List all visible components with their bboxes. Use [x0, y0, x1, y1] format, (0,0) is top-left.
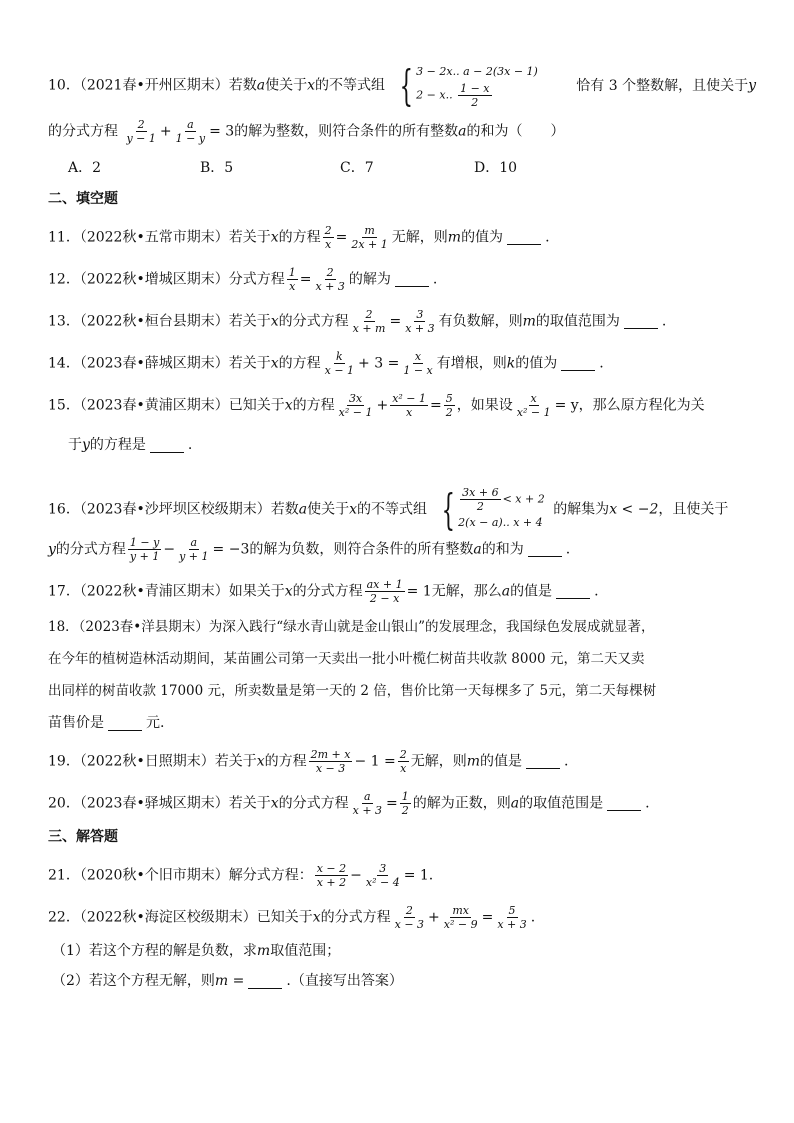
fraction-num: 1 − y — [129, 536, 160, 549]
operator: + — [428, 909, 440, 926]
fraction-den: x − 1 — [324, 364, 355, 377]
fraction — [364, 862, 402, 889]
inequality-1 — [458, 486, 545, 513]
question-source: （2022秋•桓台县期末） — [79, 313, 229, 330]
fraction — [495, 904, 528, 931]
fraction — [351, 790, 384, 817]
question-16-line2 — [48, 536, 754, 563]
choice-a[interactable]: A．2 — [68, 160, 102, 176]
fraction — [349, 224, 389, 251]
question-number: 21． — [48, 867, 80, 884]
equation-rhs: = 1 — [403, 867, 429, 884]
question-source: （2023春•薛城区期末） — [79, 355, 229, 372]
fraction-num: mx — [452, 904, 470, 917]
var-m: m = — [214, 973, 245, 989]
equation-rhs: = 3 — [209, 123, 235, 140]
question-source: （2022秋•海淀区校级期末） — [79, 909, 257, 926]
fraction — [337, 392, 375, 419]
answer-blank[interactable] — [150, 438, 184, 453]
question-12 — [48, 266, 754, 293]
fraction-den: x − 3 — [394, 918, 425, 931]
fraction-num: 5 — [445, 392, 453, 405]
question-source: （2022秋•日照期末） — [79, 753, 215, 770]
fraction-num: a — [187, 118, 194, 131]
choice-b[interactable]: B．5 — [200, 160, 234, 176]
left-brace: { — [442, 484, 456, 534]
question-text: 的分式方程 — [320, 909, 391, 926]
question-19 — [48, 748, 754, 775]
fraction-den: x² − 4 — [365, 876, 400, 889]
fraction — [128, 536, 161, 563]
question-number: 15． — [48, 397, 80, 414]
question-text: 的分式方程 — [48, 123, 118, 140]
fraction-num: a — [190, 536, 198, 549]
operator: + 3 = — [358, 355, 400, 372]
question-text: 有增根，则 — [436, 355, 507, 372]
fraction-num: 2m + x — [310, 748, 351, 761]
question-text: 的方程是 — [89, 437, 146, 453]
fraction — [458, 82, 491, 109]
question-text: 于 — [68, 437, 82, 453]
operator: = — [386, 795, 398, 812]
question-text: 苗售价是 — [48, 715, 104, 731]
question-text: 的分式方程 — [55, 541, 126, 558]
operator: = — [430, 397, 442, 414]
question-text: 的和为 — [481, 541, 524, 558]
answer-blank[interactable] — [624, 314, 658, 329]
question-text: 使关于 — [307, 501, 350, 518]
question-text: 解分式方程： — [228, 867, 313, 884]
operator: = — [299, 271, 312, 288]
var-m: m — [466, 753, 481, 770]
fraction-num: 2 — [324, 224, 332, 237]
question-text: 的值为 — [461, 229, 504, 246]
question-source: （2020秋•个旧市期末） — [79, 867, 229, 884]
fraction-num: 3 — [379, 862, 387, 875]
fraction — [351, 308, 388, 335]
fraction-den: x² − 1 — [338, 406, 373, 419]
fraction — [390, 392, 428, 419]
question-text: 已知关于 — [256, 909, 313, 926]
fraction — [400, 790, 411, 817]
question-text: 有负数解，则 — [438, 313, 523, 330]
question-text: 的方程 — [292, 397, 335, 414]
question-15-line1 — [48, 392, 754, 419]
question-14 — [48, 350, 754, 377]
fraction-num: m — [364, 224, 375, 237]
question-text: 无解，则 — [391, 229, 448, 246]
inequality-system — [393, 62, 537, 109]
operator: = — [335, 229, 348, 246]
fraction-num: 2 — [365, 308, 373, 321]
var-x: x — [270, 795, 279, 812]
question-text: 无解，那么 — [431, 583, 502, 600]
fraction — [444, 392, 455, 419]
question-text: ，且使关于 — [658, 501, 729, 518]
question-text: 元. — [146, 715, 165, 731]
question-number: 22． — [48, 909, 80, 926]
fraction-num: 3 — [416, 308, 424, 321]
fraction-den: y − 1 — [126, 132, 156, 145]
fraction — [442, 904, 480, 931]
question-18-line2: 在今年的植树造林活动期间，某苗圃公司第一天卖出一批小叶榄仁树苗共收款 8000 元，第二天又卖 — [48, 651, 645, 667]
question-15-line2 — [68, 434, 754, 456]
inequality-system — [435, 486, 544, 533]
choice-c[interactable]: C．7 — [340, 160, 374, 176]
fraction-num: 3x + 6 — [462, 486, 499, 499]
section-solve: 三、解答题 — [48, 829, 118, 845]
fraction-num: a — [364, 790, 371, 803]
question-source: （2023春•驿城区期末） — [79, 795, 229, 812]
fraction — [309, 748, 353, 775]
fraction — [398, 748, 409, 775]
period: . — [428, 867, 434, 884]
question-text: 若关于 — [228, 313, 271, 330]
question-22 — [48, 904, 754, 931]
question-text: ，如果设 — [456, 397, 513, 414]
fraction — [287, 266, 298, 293]
question-number: 10． — [48, 77, 80, 94]
question-text: 若关于 — [214, 753, 257, 770]
question-text: 若关于 — [228, 355, 271, 372]
fraction-den: 1 − y — [175, 132, 206, 145]
answer-choices — [68, 157, 668, 179]
question-text: 若数 — [228, 77, 257, 94]
question-text: 的解为整数，则符合条件的所有整数 — [234, 123, 459, 140]
question-number: 11． — [48, 229, 80, 246]
question-text: 若关于 — [228, 229, 271, 246]
question-18-line1: 18．（2023春•洋县期末）为深入践行“绿水青山就是金山银山”的发展理念，我国绿色发展成就显著， — [48, 619, 655, 635]
operator: − — [350, 867, 362, 884]
question-text: 的和为（ ） — [466, 123, 565, 140]
inequality-2: 2(x − a).. x + 4 — [458, 516, 543, 529]
fraction — [174, 118, 207, 145]
fraction-den: x² − 9 — [443, 918, 478, 931]
fraction — [124, 118, 157, 145]
ineq1-right: < x + 2 — [502, 492, 545, 506]
question-text: （2）若这个方程无解，则 — [52, 973, 215, 989]
fraction-den: x − 3 — [315, 762, 346, 775]
question-17 — [48, 578, 754, 605]
question-text: 分式方程 — [228, 271, 285, 288]
var-a: a — [510, 795, 520, 812]
fraction-num: 1 − x — [460, 82, 490, 95]
var-x: x — [270, 229, 279, 246]
question-13 — [48, 308, 754, 335]
var-y: y — [82, 437, 90, 453]
var-x: x — [284, 583, 293, 600]
question-text: 如果关于 — [228, 583, 285, 600]
var-x: x — [284, 397, 293, 414]
question-source: （2023春•沙坪坝区校级期末） — [79, 501, 271, 518]
fraction-num: x — [414, 350, 422, 363]
ineq2-left: 2 − x.. — [416, 88, 453, 102]
var-y: y — [48, 541, 56, 558]
fraction-den: 2 — [445, 406, 453, 419]
fraction-den: x² − 1 — [516, 406, 551, 419]
fraction — [393, 904, 426, 931]
question-10-line2 — [48, 118, 754, 145]
question-text: 取值范围； — [270, 943, 341, 959]
fraction-num: 3x — [348, 392, 363, 405]
var-x: x — [349, 501, 357, 518]
fraction-num: x² − 1 — [392, 392, 427, 405]
question-number: 12． — [48, 271, 80, 288]
question-text: 无解，则 — [410, 753, 467, 770]
question-number: 17． — [48, 583, 80, 600]
answer-blank[interactable] — [556, 584, 590, 599]
question-source: （2021春•开州区期末） — [79, 77, 229, 94]
question-text: （1）若这个方程的解是负数，求 — [52, 943, 257, 959]
question-text: 已知关于 — [228, 397, 285, 414]
fraction-num: 2 — [405, 904, 413, 917]
var-x: x — [270, 355, 279, 372]
question-number: 20． — [48, 795, 80, 812]
fraction-den: y + 1 — [129, 550, 160, 563]
fraction-den: y + 1 — [179, 550, 209, 563]
answer-blank[interactable] — [108, 716, 142, 731]
question-source: （2023春•黄浦区期末） — [79, 397, 229, 414]
fraction-num: x − 2 — [316, 862, 347, 875]
operator: = y — [554, 397, 579, 414]
period: . — [545, 229, 550, 246]
fraction-num: 1 — [401, 790, 409, 803]
fraction — [515, 392, 553, 419]
answer-blank[interactable] — [248, 974, 282, 989]
question-source: （2022秋•增城区期末） — [79, 271, 229, 288]
var-m: m — [522, 313, 536, 330]
fraction — [460, 486, 500, 513]
var-m: m — [447, 229, 462, 246]
question-text: 恰有 3 个整数解，且使关于 — [576, 77, 749, 94]
var-k: k — [506, 355, 516, 372]
question-text: 的方程 — [278, 229, 321, 246]
answer-blank[interactable] — [507, 230, 541, 245]
var-a: a — [458, 123, 467, 140]
fraction-den: 1 − x — [403, 364, 433, 377]
period: . — [661, 313, 667, 330]
fraction-num: x — [530, 392, 537, 405]
fraction — [323, 350, 356, 377]
question-text: .（直接写出答案） — [286, 973, 403, 989]
answer-blank[interactable] — [395, 272, 429, 287]
var-x: x — [256, 753, 265, 770]
fraction-num: 2 — [137, 118, 145, 131]
fraction-den: x — [289, 280, 296, 293]
question-text: 的分式方程 — [292, 583, 363, 600]
operator: − 1 = — [354, 753, 396, 770]
var-x: x — [270, 313, 279, 330]
fraction — [315, 862, 348, 889]
period: . — [187, 437, 193, 453]
question-source: （2022秋•五常市期末） — [79, 229, 229, 246]
question-text: 的解为正数，则 — [412, 795, 511, 812]
fraction-den: x + m — [352, 322, 386, 335]
question-11 — [48, 224, 754, 251]
fraction — [403, 308, 436, 335]
operator: − — [163, 541, 176, 558]
fraction-den: 2 — [476, 500, 484, 513]
question-22-part1 — [52, 940, 754, 962]
question-source: （2022秋•青浦区期末） — [79, 583, 229, 600]
equation-rhs: = −3 — [212, 541, 250, 558]
operator: = — [389, 313, 402, 330]
question-18-line3: 出同样的树苗收款 17000 元，所卖数量是第一天的 2 倍，售价比第一天每棵多了 5元，第二天每棵树 — [48, 683, 657, 699]
var-x: x — [312, 909, 321, 926]
inequality-2 — [416, 82, 538, 109]
question-text: 若数 — [270, 501, 299, 518]
question-text: 的取值范围为 — [535, 313, 620, 330]
question-text: 的不等式组 — [314, 77, 385, 94]
fraction-den: x — [405, 406, 413, 419]
fraction — [401, 350, 434, 377]
fraction-num: ax + 1 — [366, 578, 403, 591]
period: . — [645, 795, 650, 812]
fraction — [365, 578, 405, 605]
var-a: a — [473, 541, 482, 558]
question-text: 的方程 — [264, 753, 307, 770]
answer-blank[interactable] — [607, 796, 641, 811]
operator: = — [481, 909, 494, 926]
fraction-den: x — [400, 762, 407, 775]
fraction-num: 5 — [508, 904, 516, 917]
fraction — [323, 224, 334, 251]
question-18-line4 — [48, 712, 754, 734]
period: . — [565, 541, 571, 558]
fraction-den: x + 2 — [316, 876, 347, 889]
period: . — [599, 355, 604, 372]
question-text: 的值是 — [510, 583, 553, 600]
left-brace: { — [400, 60, 414, 110]
fraction-den: 2 — [471, 96, 479, 109]
inequality-1: 3 − 2x.. a − 2(3x − 1) — [416, 65, 538, 78]
question-number: 19． — [48, 753, 80, 770]
solution-set: x < −2 — [609, 501, 659, 518]
fraction-den: x + 3 — [315, 280, 345, 293]
period: . — [530, 909, 536, 926]
question-text: 使关于 — [265, 77, 308, 94]
fraction-num: 1 — [288, 266, 296, 279]
question-number: 14． — [48, 355, 80, 372]
question-16-line1 — [48, 486, 754, 533]
question-text: ，那么原方程化为关 — [578, 397, 705, 414]
answer-blank[interactable] — [561, 356, 595, 371]
var-y: y — [748, 77, 757, 94]
var-a: a — [501, 583, 511, 600]
question-text: 的值为 — [515, 355, 558, 372]
fraction-den: x + 3 — [497, 918, 527, 931]
equation-rhs: = 1 — [406, 583, 432, 600]
question-text: 的取值范围是 — [519, 795, 604, 812]
fraction-den: x + 3 — [352, 804, 383, 817]
operator: + — [159, 123, 172, 140]
question-text: 的解为 — [348, 271, 391, 288]
fraction-den: 2x + 1 — [351, 238, 388, 251]
question-text: 的解为负数，则符合条件的所有整数 — [249, 541, 474, 558]
question-text: 若关于 — [228, 795, 271, 812]
fraction-num: 2 — [399, 748, 407, 761]
question-21 — [48, 862, 754, 889]
fraction — [177, 536, 210, 563]
var-a: a — [256, 77, 266, 94]
period: . — [432, 271, 438, 288]
question-text: 的分式方程 — [278, 795, 349, 812]
operator: + — [376, 397, 389, 414]
fraction — [313, 266, 346, 293]
var-m: m — [256, 943, 271, 959]
question-22-part2 — [52, 970, 754, 992]
question-number: 16． — [48, 501, 80, 518]
section-fill-in-blank: 二、填空题 — [48, 191, 118, 207]
choice-d[interactable]: D．10 — [474, 160, 518, 176]
fraction-num: 2 — [326, 266, 334, 279]
fraction-den: 2 — [401, 804, 409, 817]
question-10-line1 — [48, 60, 757, 110]
question-text: 的不等式组 — [356, 501, 427, 518]
question-text: 的方程 — [278, 355, 321, 372]
fraction-den: x + 3 — [405, 322, 435, 335]
question-text: 的值是 — [480, 753, 523, 770]
fraction-num: k — [336, 350, 343, 363]
period: . — [594, 583, 599, 600]
question-20 — [48, 790, 754, 817]
question-text: 的分式方程 — [278, 313, 349, 330]
var-a: a — [298, 501, 308, 518]
question-number: 13． — [48, 313, 80, 330]
answer-blank[interactable] — [526, 754, 560, 769]
question-text: 的解集为 — [553, 501, 610, 518]
fraction-den: 2 − x — [369, 592, 400, 605]
var-x: x — [307, 77, 315, 94]
answer-blank[interactable] — [528, 542, 562, 557]
period: . — [564, 753, 569, 770]
fraction-den: x — [325, 238, 332, 251]
